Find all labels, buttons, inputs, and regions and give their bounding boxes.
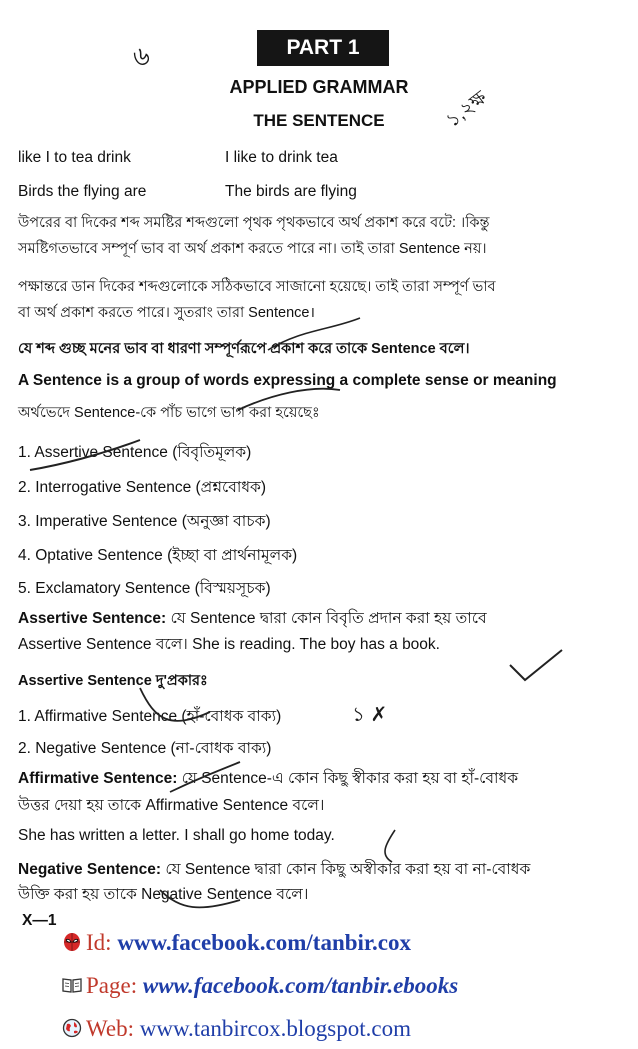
type-item: 3. Imperative Sentence (অনুজ্ঞা বাচক) xyxy=(18,513,271,530)
example-wrong-1: like I to tea drink xyxy=(18,149,131,166)
pen-stroke xyxy=(170,762,240,792)
footer-id-line xyxy=(62,930,411,956)
affirmative-term: Affirmative Sentence: xyxy=(18,770,178,787)
division-intro: অর্থভেদে Sentence-কে পাঁচ ভাগে ভাগ করা হয়েছেঃ xyxy=(18,405,320,421)
pen-stroke xyxy=(385,830,395,862)
pen-stroke xyxy=(30,440,140,470)
assertive-kinds-heading: Assertive Sentence দু'প্রকারঃ xyxy=(18,673,208,689)
negative-line2: উক্তি করা হয় তাকে Negative Sentence বলে। xyxy=(18,886,309,903)
footer-id-label: Id: xyxy=(86,930,112,955)
negative-def-text: যে Sentence দ্বারা কোন কিছু অস্বীকার করা হয় বা না-বোধক xyxy=(165,861,531,878)
chapter-title: APPLIED GRAMMAR xyxy=(229,77,409,97)
handwritten-side-mark: ১ ✗ xyxy=(352,704,388,726)
example-right-1: I like to drink tea xyxy=(225,149,338,166)
pen-stroke xyxy=(238,389,340,410)
assertive-kind-2: 2. Negative Sentence (না-বোধক বাক্য) xyxy=(18,740,272,757)
part-label: PART 1 xyxy=(257,30,389,66)
type-item: 2. Interrogative Sentence (প্রশ্নবোধক) xyxy=(18,479,267,496)
definition-bangla: যে শব্দ গুচ্ছ মনের ভাব বা ধারণা সম্পূর্ণরূপে প্রকাশ করে তাকে Sentence বলে। xyxy=(18,341,470,357)
spiderman-icon xyxy=(62,932,82,952)
type-item: 4. Optative Sentence (ইচ্ছা বা প্রার্থনামূলক) xyxy=(18,547,298,564)
footer-web-label: Web: xyxy=(86,1016,134,1041)
book-icon xyxy=(62,975,82,995)
assertive-definition-line2: Assertive Sentence বলে। She is reading. The boy has a book. xyxy=(18,636,440,653)
definition-english: A Sentence is a group of words expressing a complete sense or meaning xyxy=(18,372,557,389)
assertive-def-text: যে Sentence দ্বারা কোন বিবৃতি প্রদান করা হয় তাবে xyxy=(170,610,487,627)
para1-line2: সমষ্টিগতভাবে সম্পূর্ণ ভাব বা অর্থ প্রকাশ করতে পারে না। তাই তারা Sentence নয়। xyxy=(18,241,487,257)
assertive-term: Assertive Sentence: xyxy=(18,610,167,627)
footer-page-line xyxy=(62,973,458,999)
type-item: 1. Assertive Sentence (বিবৃতিমূলক) xyxy=(18,444,252,461)
affirmative-example: She has written a letter. I shall go home today. xyxy=(18,827,335,844)
negative-term: Negative Sentence: xyxy=(18,861,161,878)
para2-line2: বা অর্থ প্রকাশ করতে পারে। সুতরাং তারা Sentence। xyxy=(18,305,315,321)
pen-stroke xyxy=(140,688,210,721)
pen-stroke xyxy=(160,890,240,907)
footer-web-line xyxy=(62,1016,411,1042)
globe-icon xyxy=(62,1018,82,1038)
type-item: 5. Exclamatory Sentence (বিস্ময়সূচক) xyxy=(18,580,271,597)
example-wrong-2: Birds the flying are xyxy=(18,183,147,200)
handwritten-mark: ৬ xyxy=(133,42,150,72)
assertive-kind-1: 1. Affirmative Sentence (হাঁ-বোধক বাক্য) xyxy=(18,708,282,725)
pen-stroke xyxy=(268,318,360,350)
affirmative-def-text: যে Sentence-এ কোন কিছু স্বীকার করা হয় বা হাঁ-বোধক xyxy=(181,770,519,787)
para1-line1: উপরের বা দিকের শব্দ সমষ্টির শব্দগুলো পৃথক পৃথকভাবে অর্থ প্রকাশ করে বটে: ।কিন্তু xyxy=(18,215,490,231)
example-right-2: The birds are flying xyxy=(225,183,357,200)
handwritten-scribble: ১,২ক্ষ xyxy=(442,87,492,132)
footer-id-link[interactable]: www.facebook.com/tanbir.cox xyxy=(117,930,411,955)
para2-line1: পক্ষান্তরে ডান দিকের শব্দগুলোকে সঠিকভাবে সাজানো হয়েছে। তাই তারা সম্পূর্ণ ভাব xyxy=(18,279,496,295)
pen-stroke xyxy=(510,650,562,680)
section-title: THE SENTENCE xyxy=(253,111,385,130)
footer-page-link[interactable]: www.facebook.com/tanbir.ebooks xyxy=(142,973,459,998)
page-marker: X—1 xyxy=(22,912,57,929)
footer-web-link[interactable]: www.tanbircox.blogspot.com xyxy=(139,1016,411,1041)
affirmative-line2: উত্তর দেয়া হয় তাকে Affirmative Sentence বলে। xyxy=(18,797,325,814)
footer-page-label: Page: xyxy=(86,973,138,998)
